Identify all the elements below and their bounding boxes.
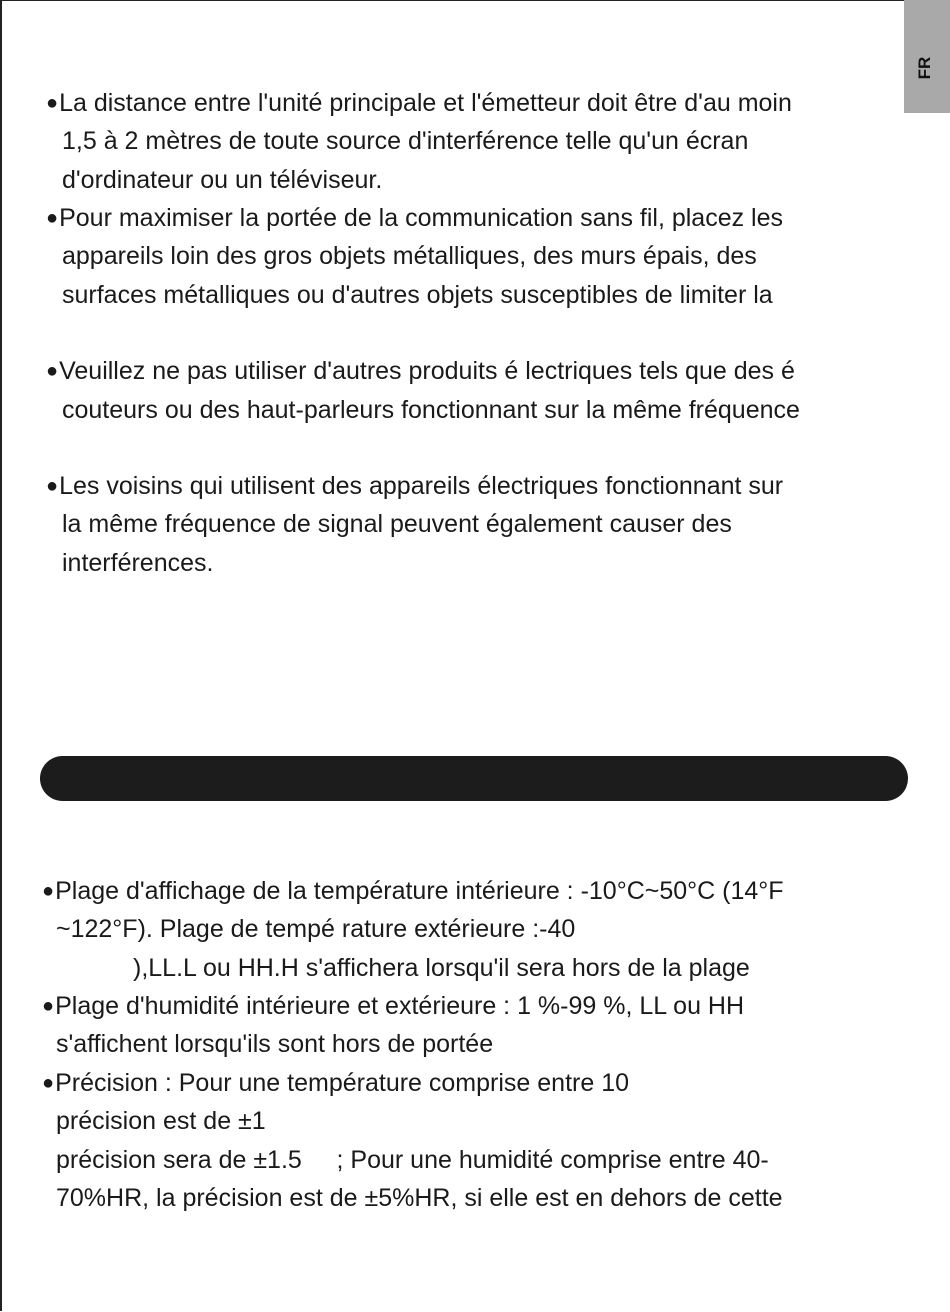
language-tab-label: FR bbox=[915, 56, 934, 80]
text-line: appareils loin des gros objets métalliques, des murs épais, des bbox=[62, 242, 757, 270]
text-line: s'affichent lorsqu'ils sont hors de portée bbox=[56, 1030, 494, 1058]
text-line: d'ordinateur ou un téléviseur. bbox=[62, 166, 383, 194]
section-heading-bar bbox=[40, 756, 908, 801]
text-line: précision sera de ±1.5 ; Pour une humidité comprise entre 40- bbox=[56, 1146, 769, 1174]
text-line: 1,5 à 2 mètres de toute source d'interférence telle qu'un écran bbox=[62, 127, 749, 155]
bullet-icon: ● bbox=[42, 995, 55, 1017]
text-line: ●Les voisins qui utilisent des appareils électriques fonctionnant sur bbox=[46, 472, 784, 500]
bullet-icon: ● bbox=[46, 207, 59, 229]
text-line: ●Précision : Pour une température comprise entre 10 bbox=[42, 1069, 629, 1097]
bullet-icon: ● bbox=[46, 92, 59, 114]
text-line: précision est de ±1 bbox=[56, 1107, 266, 1135]
text-line: surfaces métalliques ou d'autres objets susceptibles de limiter la bbox=[62, 281, 773, 309]
text-line: interférences. bbox=[62, 549, 214, 577]
bullet-icon: ● bbox=[46, 360, 59, 382]
bullet-icon: ● bbox=[46, 475, 59, 497]
text-line: ~122°F). Plage de tempé rature extérieure :-40 bbox=[56, 915, 576, 943]
text-line: ●Pour maximiser la portée de la communication sans fil, placez les bbox=[46, 204, 784, 232]
text-line: la même fréquence de signal peuvent également causer des bbox=[62, 510, 732, 538]
text-line: 70%HR, la précision est de ±5%HR, si elle est en dehors de cette bbox=[56, 1184, 783, 1212]
text-line: ●Veuillez ne pas utiliser d'autres produits é lectriques tels que des é bbox=[46, 357, 795, 385]
bullet-icon: ● bbox=[42, 1072, 55, 1094]
text-line: ),LL.L ou HH.H s'affichera lorsqu'il sera hors de la plage bbox=[133, 954, 750, 982]
language-tab bbox=[904, 0, 950, 113]
bullet-icon: ● bbox=[42, 880, 55, 902]
text-line: couteurs ou des haut-parleurs fonctionnant sur la même fréquence bbox=[62, 396, 800, 424]
text-line: ●Plage d'affichage de la température intérieure : -10°C~50°C (14°F bbox=[42, 877, 784, 905]
text-line: ●La distance entre l'unité principale et l'émetteur doit être d'au moin bbox=[46, 89, 792, 117]
text-line: ●Plage d'humidité intérieure et extérieure : 1 %-99 %, LL ou HH bbox=[42, 992, 745, 1020]
